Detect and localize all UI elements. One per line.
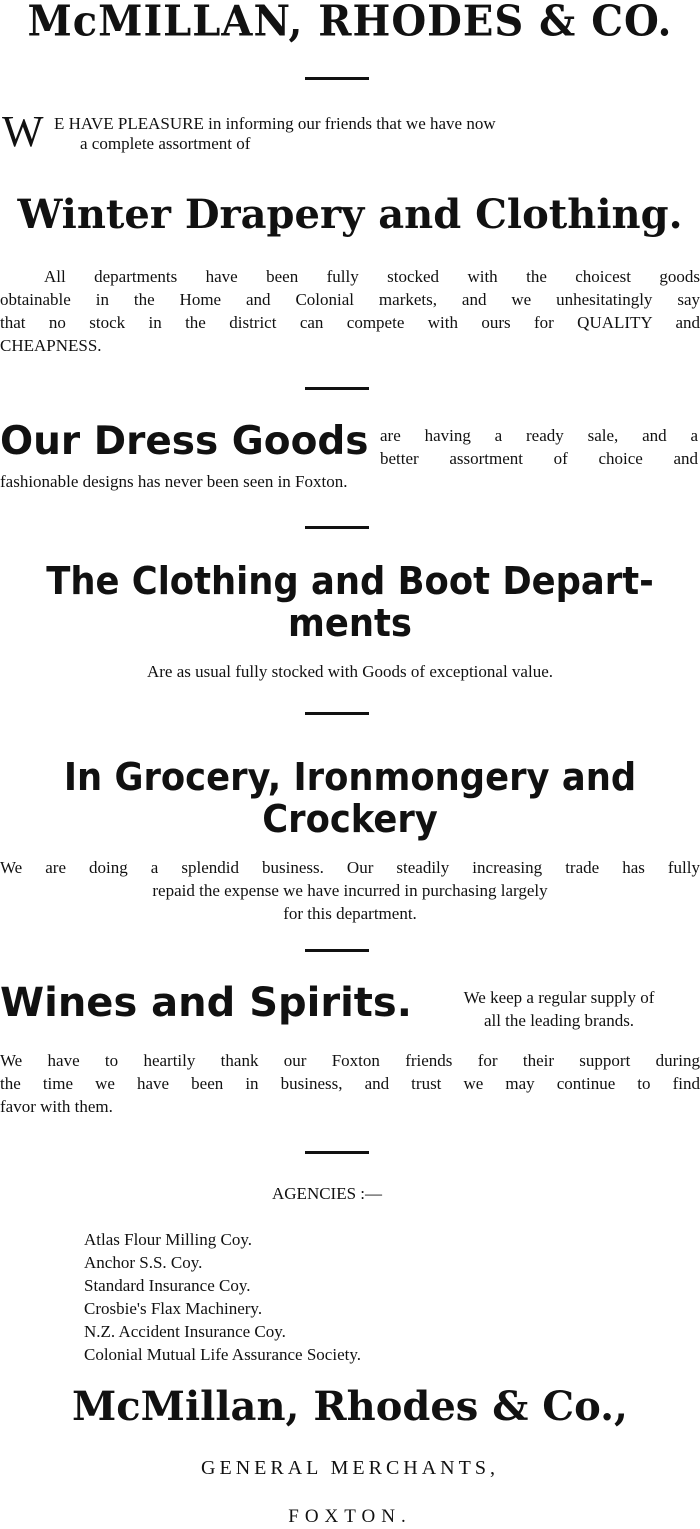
grocery-heading xyxy=(25,752,676,844)
agencies-title: AGENCIES :— xyxy=(272,1184,383,1203)
text-line: are having a ready sale, and a xyxy=(380,426,698,445)
divider-rule xyxy=(305,949,369,952)
text-line: We keep a regular supply of xyxy=(463,988,655,1007)
text-line: that no stock in the district can compete with ours for QUALITY and xyxy=(0,313,700,332)
text-line: All departments have been fully stocked with the choicest goods xyxy=(44,267,700,286)
agencies-list xyxy=(84,1228,361,1366)
list-item: Standard Insurance Coy. xyxy=(84,1276,251,1295)
grocery-body xyxy=(0,856,700,925)
heading-line: The Clothing and Boot Depart- xyxy=(46,559,654,603)
text-line: all the leading brands. xyxy=(483,1011,635,1030)
firm-name-footer: McMillan, Rhodes & Co., xyxy=(72,1383,628,1430)
text-line: obtainable in the Home and Colonial markets, and we unhesitatingly say xyxy=(0,290,700,309)
divider-rule xyxy=(305,712,369,715)
drop-cap: W xyxy=(2,107,44,156)
wines-side-text xyxy=(418,986,700,1032)
winter-heading: Winter Drapery and Clothing. xyxy=(17,191,683,238)
intro-line: E HAVE PLEASURE in informing our friends that we have now xyxy=(54,114,496,133)
text-line: CHEAPNESS. xyxy=(0,336,102,355)
list-item: Colonial Mutual Life Assurance Society. xyxy=(84,1345,361,1364)
wines-heading: Wines and Spirits. xyxy=(0,980,412,1026)
heading-line: ments xyxy=(288,601,412,645)
text-line: We have to heartily thank our Foxton friends for their support during xyxy=(0,1051,700,1070)
heading-line: Crockery xyxy=(262,797,438,841)
text-line: We are doing a splendid business. Our steadily increasing trade has fully xyxy=(0,858,700,877)
divider-rule xyxy=(305,526,369,529)
text-line: better assortment of choice and xyxy=(380,449,698,468)
firm-name-header: McMILLAN, RHODES & CO. xyxy=(27,0,673,47)
winter-paragraph xyxy=(0,265,700,357)
clothing-body: Are as usual fully stocked with Goods of exceptional value. xyxy=(146,662,553,681)
dress-side-text xyxy=(380,424,698,470)
list-item: Anchor S.S. Coy. xyxy=(84,1253,203,1272)
text-line: the time we have been in business, and trust we may continue to find xyxy=(0,1074,700,1093)
town-name: FOXTON. xyxy=(288,1506,412,1527)
divider-rule xyxy=(305,1151,369,1154)
dress-line: fashionable designs has never been seen in Foxton. xyxy=(0,472,348,491)
list-item: N.Z. Accident Insurance Coy. xyxy=(84,1322,286,1341)
intro-line: a complete assortment of xyxy=(80,134,251,153)
text-line: for this department. xyxy=(283,904,417,923)
wines-paragraph xyxy=(0,1049,700,1118)
divider-rule xyxy=(305,77,369,80)
text-line: favor with them. xyxy=(0,1097,113,1116)
divider-rule xyxy=(305,387,369,390)
business-type: GENERAL MERCHANTS, xyxy=(201,1457,499,1479)
list-item: Crosbie's Flax Machinery. xyxy=(84,1299,263,1318)
list-item: Atlas Flour Milling Coy. xyxy=(84,1230,252,1249)
clothing-heading xyxy=(25,556,676,648)
text-line: repaid the expense we have incurred in purchasing largely xyxy=(152,881,548,900)
heading-line: In Grocery, Ironmongery and xyxy=(63,755,637,799)
dress-heading: Our Dress Goods xyxy=(0,419,369,464)
